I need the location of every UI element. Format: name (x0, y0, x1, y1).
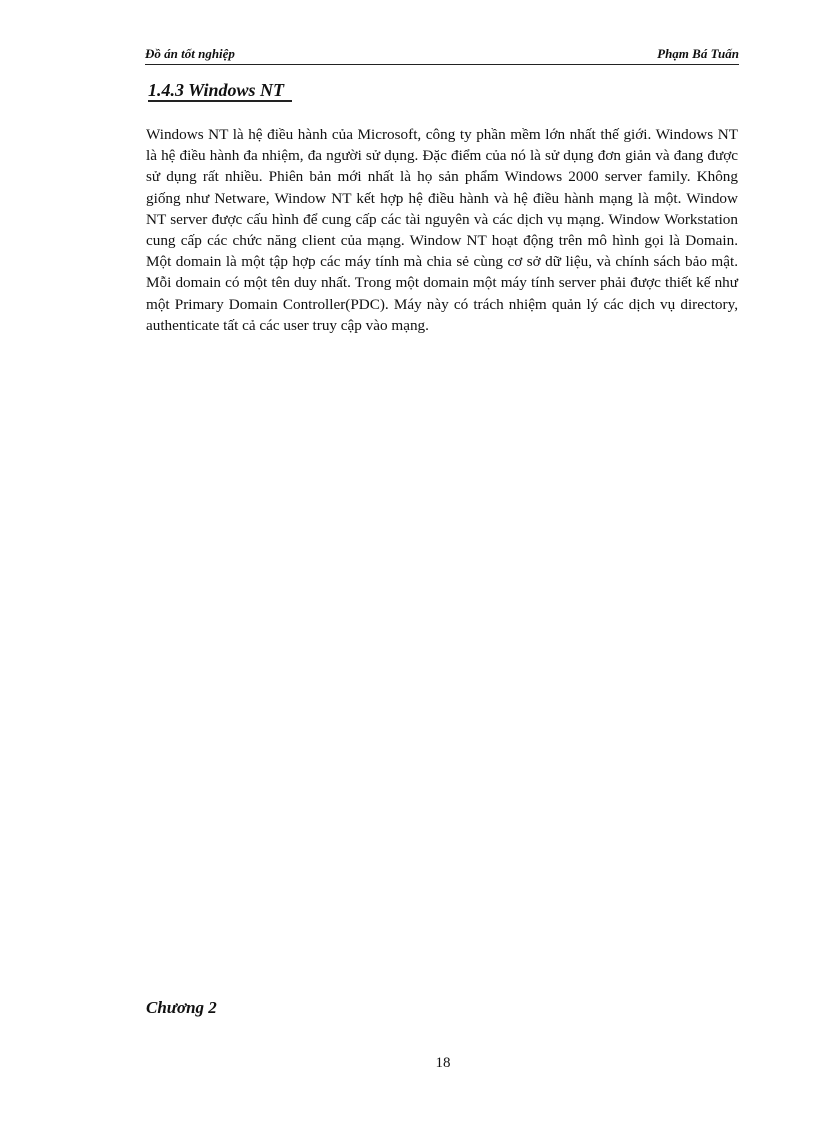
section-paragraph: Windows NT là hệ điều hành của Microsoft, công ty phần mềm lớn nhất thế giới. Windows NT là hệ điều hành đa nhiệm, đa người sử dụng. Đặc điểm của nó là sử dụng đơn giản và đang được sử dụng rất nhiều. Phiên bản mới nhất là họ sản phẩm Windows 2000 server family. Không giống như Netware, Window NT kết hợp hệ điều hành và hệ điều hành mạng là một. Window NT server được cấu hình để cung cấp các tài nguyên và các dịch vụ mạng. Window Workstation cung cấp các chức năng client của mạng. Window NT hoạt động trên mô hình gọi là Domain. Một domain là một tập hợp các máy tính mà chia sẻ cùng cơ sở dữ liệu, và chính sách bảo mật. Mỗi domain có một tên duy nhất. Trong một domain một máy tính server phải được thiết kế như một Primary Domain Controller(PDC). Máy này có trách nhiệm quản lý các dịch vụ directory, authenticate tất cả các user truy cập vào mạng. (146, 126, 738, 334)
chapter-heading: Chương 2 (146, 998, 217, 1017)
page-header (145, 42, 739, 65)
section-heading: 1.4.3 Windows NT (148, 80, 292, 102)
header-author: Phạm Bá Tuấn (657, 46, 739, 61)
page-number: 18 (435, 1055, 451, 1071)
header-document-title: Đồ án tốt nghiệp (145, 46, 235, 61)
